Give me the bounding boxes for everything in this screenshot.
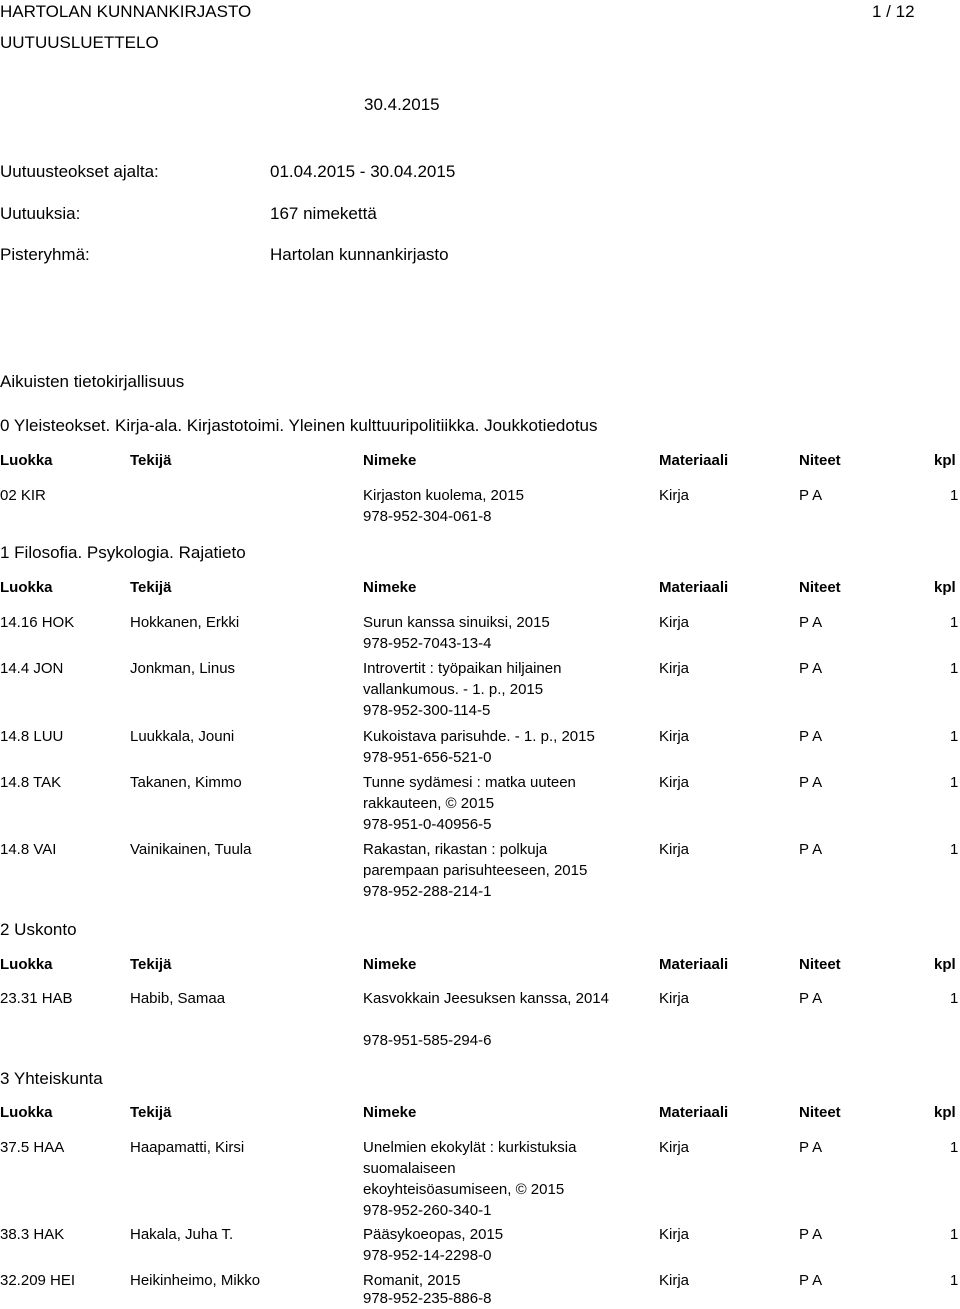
row-nimeke: Introvertit : työpaikan hiljainen vallankumous. - 1. p., 2015 — [363, 660, 562, 698]
col-kpl: kpl — [934, 452, 956, 469]
section-title: 2 Uskonto — [0, 920, 77, 939]
col-materiaali: Materiaali — [659, 579, 729, 596]
col-niteet: Niteet — [799, 1104, 841, 1121]
row-niteet: P A — [799, 728, 823, 745]
row-tekija: Vainikainen, Tuula — [130, 841, 252, 858]
col-tekija: Tekijä — [130, 452, 172, 469]
col-materiaali: Materiaali — [659, 956, 729, 973]
col-luokka: Luokka — [0, 579, 53, 596]
row-nimeke: Surun kanssa sinuiksi, 2015 — [363, 614, 550, 631]
row-tekija: Habib, Samaa — [130, 990, 226, 1007]
row-luokka: 14.8 VAI — [0, 841, 57, 858]
row-materiaali: Kirja — [659, 614, 690, 631]
row-kpl: 1 — [950, 728, 959, 745]
row-luokka: 14.8 LUU — [0, 728, 64, 745]
row-isbn: 978-952-235-886-8 — [363, 1290, 492, 1307]
row-kpl: 1 — [950, 660, 959, 677]
page-counter: 1 / 12 — [872, 2, 915, 21]
count-label: Uutuuksia: — [0, 204, 81, 223]
col-tekija: Tekijä — [130, 1104, 172, 1121]
row-kpl: 1 — [950, 1139, 959, 1156]
period-label: Uutuusteokset ajalta: — [0, 162, 159, 181]
row-luokka: 14.16 HOK — [0, 614, 75, 631]
row-kpl: 1 — [950, 990, 959, 1007]
row-nimeke: Pääsykoeopas, 2015 — [363, 1226, 504, 1243]
row-luokka: 02 KIR — [0, 487, 46, 504]
library-name: HARTOLAN KUNNANKIRJASTO — [0, 2, 252, 21]
count-value: 167 nimekettä — [270, 204, 377, 223]
row-materiaali: Kirja — [659, 728, 690, 745]
row-materiaali: Kirja — [659, 1226, 690, 1243]
report-date: 30.4.2015 — [364, 95, 440, 114]
row-luokka: 37.5 HAA — [0, 1139, 65, 1156]
group-value: Hartolan kunnankirjasto — [270, 245, 449, 264]
row-kpl: 1 — [950, 487, 959, 504]
row-isbn: 978-951-585-294-6 — [363, 1032, 492, 1049]
row-tekija: Luukkala, Jouni — [130, 728, 235, 745]
row-tekija: Takanen, Kimmo — [130, 774, 242, 791]
col-luokka: Luokka — [0, 1104, 53, 1121]
row-tekija: Hokkanen, Erkki — [130, 614, 240, 631]
list-title: UUTUUSLUETTELO — [0, 33, 159, 52]
row-isbn: 978-952-288-214-1 — [363, 883, 492, 900]
row-tekija: Haapamatti, Kirsi — [130, 1139, 245, 1156]
row-luokka: 32.209 HEI — [0, 1272, 76, 1289]
row-materiaali: Kirja — [659, 487, 690, 504]
period-value: 01.04.2015 - 30.04.2015 — [270, 162, 456, 181]
col-niteet: Niteet — [799, 452, 841, 469]
row-kpl: 1 — [950, 1272, 959, 1289]
row-niteet: P A — [799, 614, 823, 631]
col-materiaali: Materiaali — [659, 452, 729, 469]
row-nimeke: Kasvokkain Jeesuksen kanssa, 2014 — [363, 990, 609, 1007]
col-nimeke: Nimeke — [363, 956, 417, 973]
row-kpl: 1 — [950, 774, 959, 791]
row-isbn: 978-952-260-340-1 — [363, 1202, 492, 1219]
col-kpl: kpl — [934, 1104, 956, 1121]
row-materiaali: Kirja — [659, 660, 690, 677]
row-niteet: P A — [799, 1139, 823, 1156]
row-isbn: 978-952-7043-13-4 — [363, 635, 492, 652]
col-kpl: kpl — [934, 579, 956, 596]
row-tekija: Heikinheimo, Mikko — [130, 1272, 261, 1289]
row-materiaali: Kirja — [659, 1139, 690, 1156]
row-luokka: 14.4 JON — [0, 660, 64, 677]
row-materiaali: Kirja — [659, 990, 690, 1007]
row-kpl: 1 — [950, 614, 959, 631]
row-niteet: P A — [799, 990, 823, 1007]
group-label: Pisteryhmä: — [0, 245, 90, 264]
row-kpl: 1 — [950, 841, 959, 858]
section-title: 1 Filosofia. Psykologia. Rajatieto — [0, 543, 246, 562]
row-tekija: Hakala, Juha T. — [130, 1226, 234, 1243]
col-nimeke: Nimeke — [363, 579, 417, 596]
row-nimeke: Rakastan, rikastan : polkuja parempaan parisuhteeseen, 2015 — [363, 841, 588, 879]
row-niteet: P A — [799, 487, 823, 504]
row-luokka: 23.31 HAB — [0, 990, 73, 1007]
row-tekija: Jonkman, Linus — [130, 660, 236, 677]
row-nimeke: Unelmien ekokylät : kurkistuksia suomalaiseen ekoyhteisöasumiseen, © 2015 — [363, 1139, 577, 1198]
row-nimeke: Tunne sydämesi : matka uuteen rakkauteen, © 2015 — [363, 774, 576, 812]
col-materiaali: Materiaali — [659, 1104, 729, 1121]
col-niteet: Niteet — [799, 579, 841, 596]
row-niteet: P A — [799, 774, 823, 791]
row-niteet: P A — [799, 1272, 823, 1289]
row-nimeke: Kirjaston kuolema, 2015 — [363, 487, 524, 504]
section-title: 0 Yleisteokset. Kirja-ala. Kirjastotoimi. Yleinen kulttuuripolitiikka. Joukkotiedotus — [0, 416, 598, 435]
col-luokka: Luokka — [0, 452, 53, 469]
row-kpl: 1 — [950, 1226, 959, 1243]
row-isbn: 978-951-0-40956-5 — [363, 816, 492, 833]
col-tekija: Tekijä — [130, 956, 172, 973]
row-isbn: 978-952-304-061-8 — [363, 508, 492, 525]
row-isbn: 978-952-300-114-5 — [363, 702, 491, 719]
row-nimeke: Kukoistava parisuhde. - 1. p., 2015 — [363, 728, 595, 745]
row-isbn: 978-951-656-521-0 — [363, 749, 492, 766]
row-niteet: P A — [799, 1226, 823, 1243]
category-title: Aikuisten tietokirjallisuus — [0, 372, 185, 391]
col-kpl: kpl — [934, 956, 956, 973]
row-luokka: 38.3 HAK — [0, 1226, 65, 1243]
row-materiaali: Kirja — [659, 841, 690, 858]
col-tekija: Tekijä — [130, 579, 172, 596]
section-title: 3 Yhteiskunta — [0, 1069, 103, 1088]
col-luokka: Luokka — [0, 956, 53, 973]
row-niteet: P A — [799, 841, 823, 858]
row-niteet: P A — [799, 660, 823, 677]
col-nimeke: Nimeke — [363, 1104, 417, 1121]
col-niteet: Niteet — [799, 956, 841, 973]
row-nimeke: Romanit, 2015 — [363, 1272, 461, 1289]
row-isbn: 978-952-14-2298-0 — [363, 1247, 492, 1264]
row-materiaali: Kirja — [659, 1272, 690, 1289]
row-materiaali: Kirja — [659, 774, 690, 791]
row-luokka: 14.8 TAK — [0, 774, 62, 791]
col-nimeke: Nimeke — [363, 452, 417, 469]
